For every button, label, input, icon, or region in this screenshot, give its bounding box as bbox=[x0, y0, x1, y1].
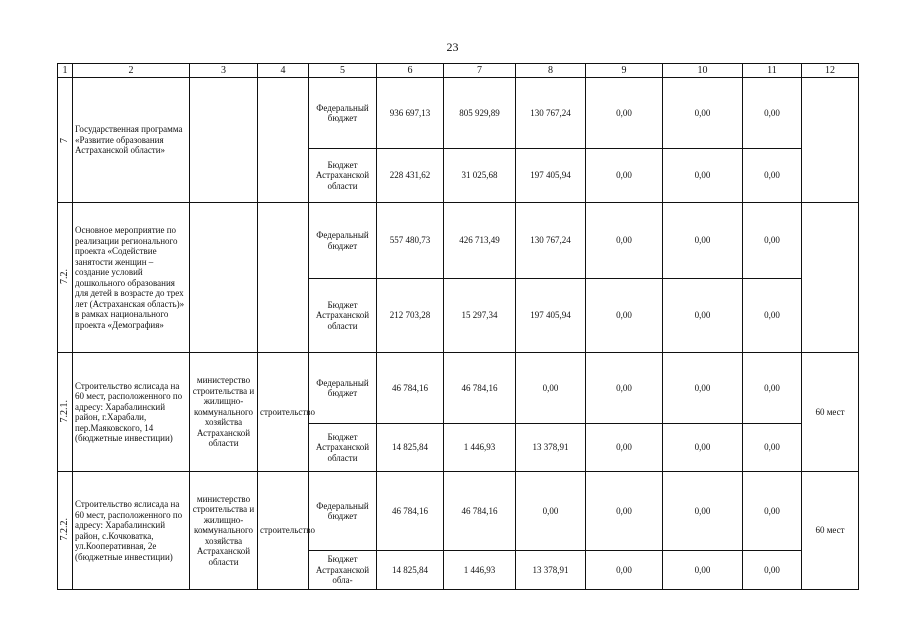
funding-source: Федеральный бюджет bbox=[309, 353, 377, 424]
value-cell: 0,00 bbox=[586, 78, 663, 149]
row-type bbox=[258, 78, 309, 203]
value-cell: 0,00 bbox=[663, 472, 743, 551]
value-cell: 0,00 bbox=[663, 353, 743, 424]
value-cell: 228 431,62 bbox=[377, 149, 444, 203]
value-cell: 0,00 bbox=[743, 78, 802, 149]
column-header: 6 bbox=[377, 64, 444, 78]
row-result: 60 мест bbox=[802, 472, 859, 590]
value-cell: 46 784,16 bbox=[444, 353, 516, 424]
value-cell: 13 378,91 bbox=[516, 424, 586, 472]
column-header: 5 bbox=[309, 64, 377, 78]
value-cell: 31 025,68 bbox=[444, 149, 516, 203]
row-code-cell bbox=[58, 472, 73, 590]
value-cell: 0,00 bbox=[516, 353, 586, 424]
row-name: Строительство яслисада на 60 мест, расположенного по адресу: Харабалинский район, г.Харабали, пер.Маяковского, 14 (бюджетные инвестиции) bbox=[73, 353, 190, 472]
table-header-row bbox=[58, 64, 859, 78]
table-row bbox=[58, 78, 859, 149]
column-header: 7 bbox=[444, 64, 516, 78]
row-code: 7.2. bbox=[59, 268, 70, 284]
value-cell: 0,00 bbox=[743, 424, 802, 472]
row-code: 7 bbox=[59, 137, 70, 143]
row-result bbox=[802, 78, 859, 203]
row-code: 7.2.1. bbox=[59, 399, 70, 422]
value-cell: 0,00 bbox=[586, 424, 663, 472]
value-cell: 426 713,49 bbox=[444, 203, 516, 279]
value-cell: 14 825,84 bbox=[377, 424, 444, 472]
column-header: 3 bbox=[190, 64, 258, 78]
value-cell: 936 697,13 bbox=[377, 78, 444, 149]
value-cell: 130 767,24 bbox=[516, 203, 586, 279]
value-cell: 1 446,93 bbox=[444, 551, 516, 590]
column-header: 8 bbox=[516, 64, 586, 78]
table-row bbox=[58, 353, 859, 424]
row-type: строительство bbox=[258, 353, 309, 472]
value-cell: 14 825,84 bbox=[377, 551, 444, 590]
value-cell: 0,00 bbox=[586, 353, 663, 424]
value-cell: 0,00 bbox=[743, 472, 802, 551]
value-cell: 0,00 bbox=[663, 149, 743, 203]
funding-source: Бюджет Астраханской области bbox=[309, 149, 377, 203]
value-cell: 0,00 bbox=[743, 279, 802, 353]
funding-source: Федеральный бюджет bbox=[309, 203, 377, 279]
value-cell: 13 378,91 bbox=[516, 551, 586, 590]
row-type: строительство bbox=[258, 472, 309, 590]
row-code-cell bbox=[58, 78, 73, 203]
value-cell: 0,00 bbox=[743, 149, 802, 203]
budget-table bbox=[57, 63, 859, 590]
value-cell: 805 929,89 bbox=[444, 78, 516, 149]
value-cell: 0,00 bbox=[586, 279, 663, 353]
table-row bbox=[58, 472, 859, 551]
column-header: 2 bbox=[73, 64, 190, 78]
column-header: 1 bbox=[58, 64, 73, 78]
value-cell: 557 480,73 bbox=[377, 203, 444, 279]
row-code: 7.2.2. bbox=[59, 518, 70, 541]
value-cell: 0,00 bbox=[586, 472, 663, 551]
column-header: 4 bbox=[258, 64, 309, 78]
column-header: 12 bbox=[802, 64, 859, 78]
row-name: Строительство яслисада на 60 мест, расположенного по адресу: Харабалинский район, с.Кочковатка, ул.Кооперативная, 2е (бюджетные инвестиции) bbox=[73, 472, 190, 590]
row-name: Государственная программа «Развитие образования Астраханской области» bbox=[73, 78, 190, 203]
value-cell: 197 405,94 bbox=[516, 149, 586, 203]
value-cell: 46 784,16 bbox=[377, 353, 444, 424]
value-cell: 46 784,16 bbox=[444, 472, 516, 551]
row-executor bbox=[190, 203, 258, 353]
value-cell: 46 784,16 bbox=[377, 472, 444, 551]
value-cell: 1 446,93 bbox=[444, 424, 516, 472]
value-cell: 0,00 bbox=[663, 279, 743, 353]
row-result: 60 мест bbox=[802, 353, 859, 472]
row-executor: министерство строительства и жилищно-коммунального хозяйства Астраханской области bbox=[190, 353, 258, 472]
value-cell: 0,00 bbox=[663, 78, 743, 149]
value-cell: 0,00 bbox=[516, 472, 586, 551]
value-cell: 0,00 bbox=[663, 424, 743, 472]
value-cell: 0,00 bbox=[743, 203, 802, 279]
funding-source: Бюджет Астраханской области bbox=[309, 279, 377, 353]
value-cell: 0,00 bbox=[586, 203, 663, 279]
value-cell: 0,00 bbox=[743, 551, 802, 590]
funding-source: Бюджет Астраханской области bbox=[309, 424, 377, 472]
value-cell: 0,00 bbox=[663, 551, 743, 590]
row-result bbox=[802, 203, 859, 353]
value-cell: 0,00 bbox=[586, 551, 663, 590]
row-type bbox=[258, 203, 309, 353]
row-name: Основное мероприятие по реализации регионального проекта «Содействие занятости женщин – создание условий дошкольного образования для детей в возрасте до трех лет (Астраханская область)» в рамках национального проекта «Демография» bbox=[73, 203, 190, 353]
column-header: 10 bbox=[663, 64, 743, 78]
page-number: 23 bbox=[446, 40, 459, 54]
row-executor bbox=[190, 78, 258, 203]
value-cell: 212 703,28 bbox=[377, 279, 444, 353]
funding-source: Федеральный бюджет bbox=[309, 472, 377, 551]
row-executor: министерство строительства и жилищно-коммунального хозяйства Астраханской области bbox=[190, 472, 258, 590]
funding-source: Федеральный бюджет bbox=[309, 78, 377, 149]
value-cell: 0,00 bbox=[663, 203, 743, 279]
column-header: 9 bbox=[586, 64, 663, 78]
row-code-cell bbox=[58, 353, 73, 472]
value-cell: 130 767,24 bbox=[516, 78, 586, 149]
value-cell: 15 297,34 bbox=[444, 279, 516, 353]
table-row bbox=[58, 203, 859, 279]
value-cell: 0,00 bbox=[743, 353, 802, 424]
row-code-cell bbox=[58, 203, 73, 353]
column-header: 11 bbox=[743, 64, 802, 78]
funding-source: Бюджет Астраханской обла- bbox=[309, 551, 377, 590]
value-cell: 0,00 bbox=[586, 149, 663, 203]
value-cell: 197 405,94 bbox=[516, 279, 586, 353]
